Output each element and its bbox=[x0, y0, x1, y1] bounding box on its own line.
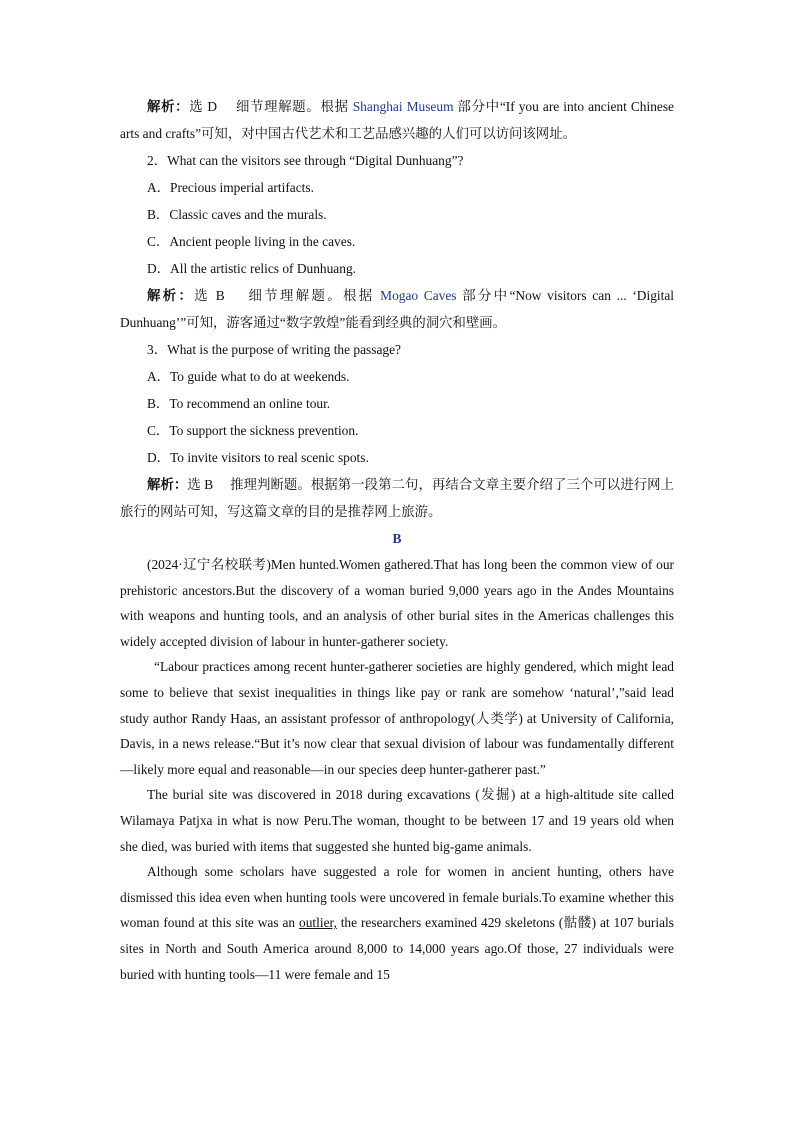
passage-paragraph-2: “Labour practices among recent hunter-gatherer societies are highly gendered, which might lead some to believe that sexist inequalities in things like pay or rank are somehow ‘natural’,”said lead study author Randy Haas, an assistant professor of anthropology(人类学) at University of California, Davis, in a news release.“But it’s now clear that sexual division of labour was fundamentally different—likely more equal and reasonable—in our species deep hunter-gatherer past.” bbox=[120, 659, 674, 777]
option-item: A．To guide what to do at weekends. bbox=[147, 369, 350, 384]
question-3: 3．What is the purpose of writing the passage? bbox=[147, 342, 401, 357]
option-item: C．Ancient people living in the caves. bbox=[147, 234, 356, 249]
underlined-word: outlier, bbox=[299, 915, 337, 931]
analysis-label: 解析： bbox=[147, 99, 190, 114]
analysis-label: 解析： bbox=[147, 288, 195, 303]
option-item: B．Classic caves and the murals. bbox=[147, 207, 327, 222]
passage-paragraph-3: The burial site was discovered in 2018 during excavations (发掘) at a high-altitude site called Wilamaya Patjxa in what is now Peru.The woman, thought to be between 17 and 19 years old when she died, was buried with items that suggested she hunted big-game animals. bbox=[120, 787, 674, 854]
option-item: B．To recommend an online tour. bbox=[147, 396, 331, 411]
answer-1: 解析：选 D 细节理解题。根据 Shanghai Museum 部分中“If you are into ancient Chinese arts and crafts”可知，对中国古代艺术和工艺品感兴趣的人们可以访问该网址。 bbox=[120, 99, 675, 141]
answer-2: 解析：选 B 细节理解题。根据 Mogao Caves 部分中“Now visitors can ... ‘Digital Dunhuang’”可知，游客通过“数字敦煌”能看到经典的洞穴和壁画。 bbox=[120, 288, 674, 330]
option-item: C．To support the sickness prevention. bbox=[147, 423, 359, 438]
section-ref: Mogao Caves bbox=[380, 288, 457, 303]
section-heading: B bbox=[392, 531, 402, 546]
option-item: A．Precious imperial artifacts. bbox=[147, 180, 314, 195]
option-item: D．All the artistic relics of Dunhuang. bbox=[147, 261, 356, 276]
passage-paragraph-1: (2024·辽宁名校联考)Men hunted.Women gathered.That has long been the common view of our prehistoric ancestors.But the discovery of a woman buried 9,000 years ago in the Andes Mountains with weapons and hunting tools, and an analysis of other burial sites in the Americas challenges this widely accepted division of labour in hunter-gatherer society. bbox=[120, 557, 674, 649]
answer-3: 解析：选 B 推理判断题。根据第一段第二句，再结合文章主要介绍了三个可以进行网上旅行的网站可知，写这篇文章的目的是推荐网上旅游。 bbox=[120, 477, 675, 519]
document-page bbox=[120, 93, 674, 987]
question-2: 2．What can the visitors see through “Digital Dunhuang”? bbox=[147, 153, 464, 168]
section-ref: Shanghai Museum bbox=[352, 99, 454, 114]
passage-paragraph-4: Although some scholars have suggested a role for women in ancient hunting, others have dismissed this idea even when hunting tools were uncovered in female burials.To examine whether this woman found at this site was an outlier, the researchers examined 429 skeletons (骷髅) at 107 burials sites in North and South America around 8,000 to 14,000 years ago.Of those, 27 individuals were buried with hunting tools—11 were female and 15 bbox=[120, 864, 674, 982]
option-item: D．To invite visitors to real scenic spots. bbox=[147, 450, 369, 465]
analysis-label: 解析： bbox=[147, 477, 188, 492]
